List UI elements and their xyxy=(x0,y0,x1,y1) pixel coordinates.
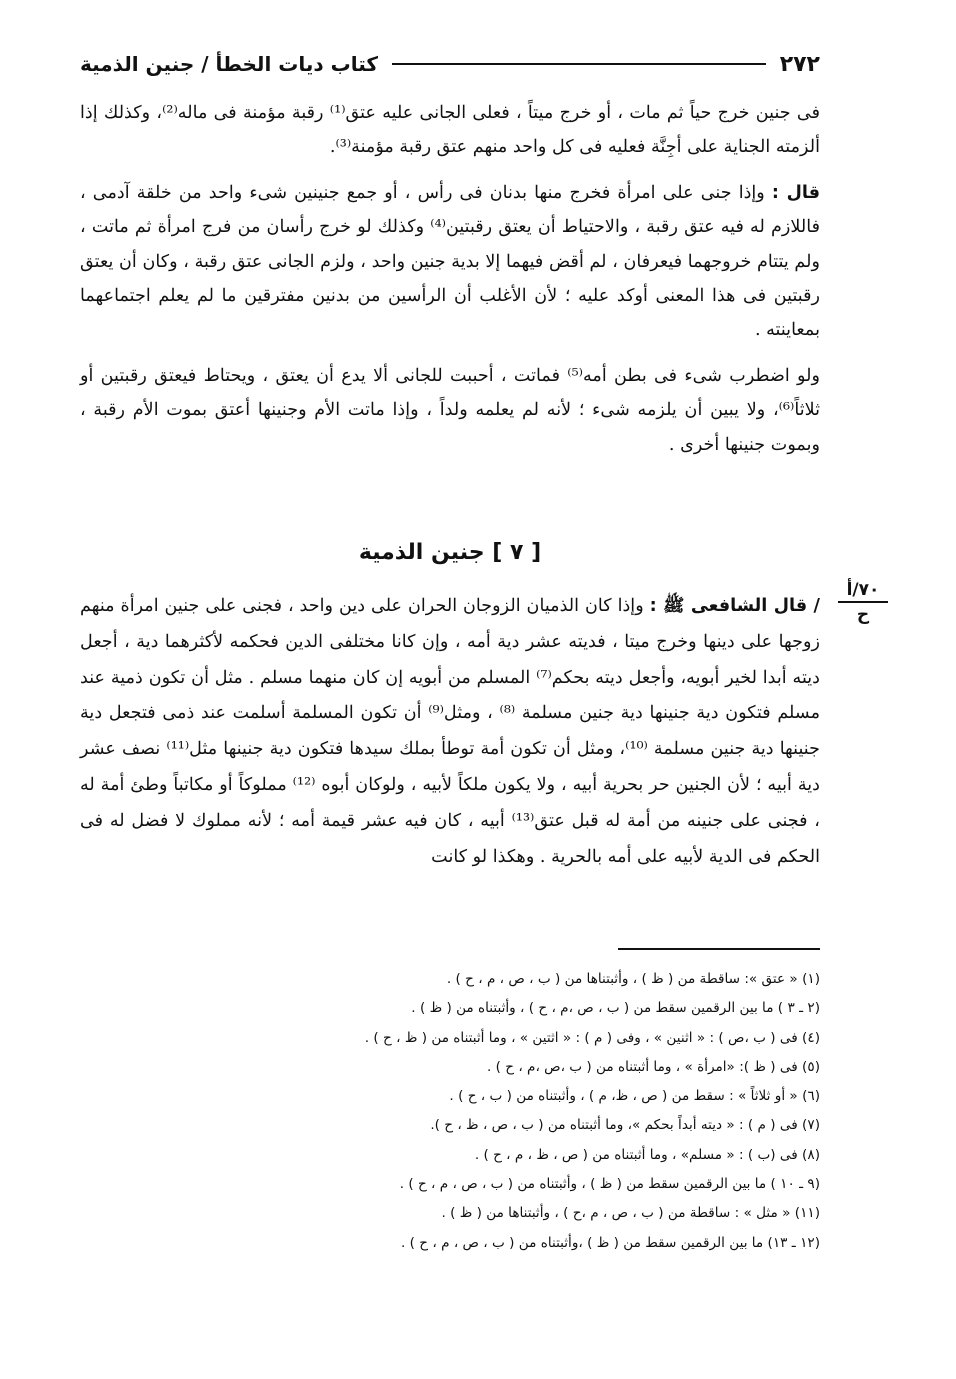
folio-letter: ح xyxy=(856,605,870,625)
footnote: (٧) فى ( م ) : « ديته أبداً بحكم »، وما أثبتناه من ( ب ، ص ، ظ ، ح ). xyxy=(430,1117,820,1134)
footnote: (٤) فى ( ب ،ص ) : « اثنين » ، وفى ( م ) : « اثتين » ، وما أثبتناه من ( ظ ، ح ) . xyxy=(364,1029,820,1046)
section-title: [ ٧ ] جنين الذمية xyxy=(358,540,542,565)
running-title: كتاب ديات الخطأ / جنين الذمية xyxy=(80,52,379,76)
main-text xyxy=(80,96,820,462)
footnote: (١) « عتق »: ساقطة من ( ظ ) ، وأثبتناها من ( ب ، ص ، م ، ح ) . xyxy=(446,971,820,987)
manuscript-folio-note xyxy=(838,580,888,625)
paragraph-2-text: وإذا جنى على امرأة فخرج منها بدنان فى رأس ، أو جمع جنينين شىء واحد من خلقة آدمى ، فاللازم له فيه عتق رقبة ، والاحتياط أن يعتق رقبتين⁽⁴⁾ وكذلك لو خرج رأسان من فرج امرأة ثم ماتت ، ولم يتتام خروجهما فيعرفان ، لم أقض فيهما إلا بدية جنين واحد ، ولزم الجانى عتق رقبة ، وكان أن يعتق رقبتين فى هذا المعنى أوكد عليه ؛ لأن الأغلب أن الرأسين من بدنين مفترقين ما لم يعلم اجتماعهما بمعاينته . xyxy=(80,182,820,341)
footnote-rule xyxy=(618,948,820,950)
page-number: ٢٧٢ xyxy=(779,51,820,77)
header-rule xyxy=(392,63,766,65)
footnotes xyxy=(150,965,820,1258)
section-paragraph xyxy=(80,589,820,875)
footnote: (١٢ ـ ١٣) ما بين الرقمين سقط من ( ظ ) ،وأثبتناه من ( ب ، ص ، م ، ح ) . xyxy=(401,1234,820,1251)
footnote: (٩ ـ ١٠ ) ما بين الرقمين سقط من ( ظ ) ، وأثبتناه من ( ب ، ص ، م ، ح ) . xyxy=(399,1176,820,1193)
footnote: (٥) فى ( ظ ): «امرأة » ، وما أثبتناه من ( ب ،ص ،م ، ح ) . xyxy=(486,1058,820,1075)
paragraph-1: فى جنين خرج حياً ثم مات ، أو خرج ميتاً ، فعلى الجانى عليه عتق⁽¹⁾ رقبة مؤمنة فى ماله⁽²⁾، وكذلك إذا ألزمته الجناية على أجِنَّة فعليه فى كل واحد منهم عتق رقبة مؤمنة⁽³⁾. xyxy=(80,103,820,158)
footnote: (١١) « مثل » : ساقطة من ( ب ، ص ، م ،ح ) ، وأثبتناها من ( ظ ) . xyxy=(441,1205,820,1222)
footnote: (٢ ـ ٣ ) ما بين الرقمين سقط من ( ب ، ص ،م ، ح ) ، وأثبتناه من ( ظ ) . xyxy=(411,1000,820,1017)
shafii-label: / قال الشافعى ﷺ : xyxy=(649,596,820,616)
folio-fraction: ٧٠/أ xyxy=(838,580,888,603)
section-paragraph-text: وإذا كان الذميان الزوجان الحران على دين واحد ، فجنى على جنين امرأة منهم زوجها على دينها وخرج ميتا ، فديته عشر دية أمه ، وإن كانا مختلفى الدين فحكمه لأكثرهما دية ، أجعل ديته أبدا لخير أبويه، وأجعل ديته بحكم⁽⁷⁾ المسلم من أبويه إن كان منهما مسلم . مثل أن تكون ذمية عند مسلم فتكون دية جنينها دية جنين مسلمة ⁽⁸⁾ ، ومثل⁽⁹⁾ أن تكون المسلمة أسلمت عند ذمى فتجعل دية جنينها دية جنين مسلمة ⁽¹⁰⁾، ومثل أن تكون أمة توطأ بملك سيدها فتكون دية جنينها مثل⁽¹¹⁾ نصف عشر دية أبيه ؛ لأن الجنين حر بحرية أبيه ، ولا يكون ملكاً لأبيه ، ولوكان أبوه ⁽¹²⁾ مملوكاً أو مكاتباً وطئ أمة له ، فجنى على جنينه من أمة له قبل عتق⁽¹³⁾ أبيه ، كان فيه عشر قيمة أمه ؛ لأنه مملوك لا فضل له فى الحكم فى الدية لأبيه على أمه بالحرية . وهكذا لو كانت xyxy=(80,596,821,867)
footnote: (٨) فى (ب ) : « مسلم» ، وما أثبتناه من ( ص ، ظ ، م ، ح ) . xyxy=(474,1146,820,1163)
qala-label: قال : xyxy=(771,182,820,203)
section-text xyxy=(80,589,820,875)
paragraph-2 xyxy=(80,176,820,348)
paragraph-3: ولو اضطرب شىء فى بطن أمه⁽⁵⁾ فماتت ، أحببت للجانى ألا يدع أن يعتق ، ويحتاط فيعتق رقبتين أو ثلاثاً⁽⁶⁾، ولا يبين أن يلزمه شىء ؛ لأنه لم يعلمه ولداً ، وإذا ماتت الأم وجنينها أعتق بموت الأم رقبة ، وبموت جنينها أخرى . xyxy=(80,365,820,455)
page-header xyxy=(80,44,820,84)
footnote: (٦) « أو ثلاثاً » : سقط من ( ص ، ظ، م ) ، وأثبتناه من ( ب ، ح ) . xyxy=(449,1088,820,1105)
